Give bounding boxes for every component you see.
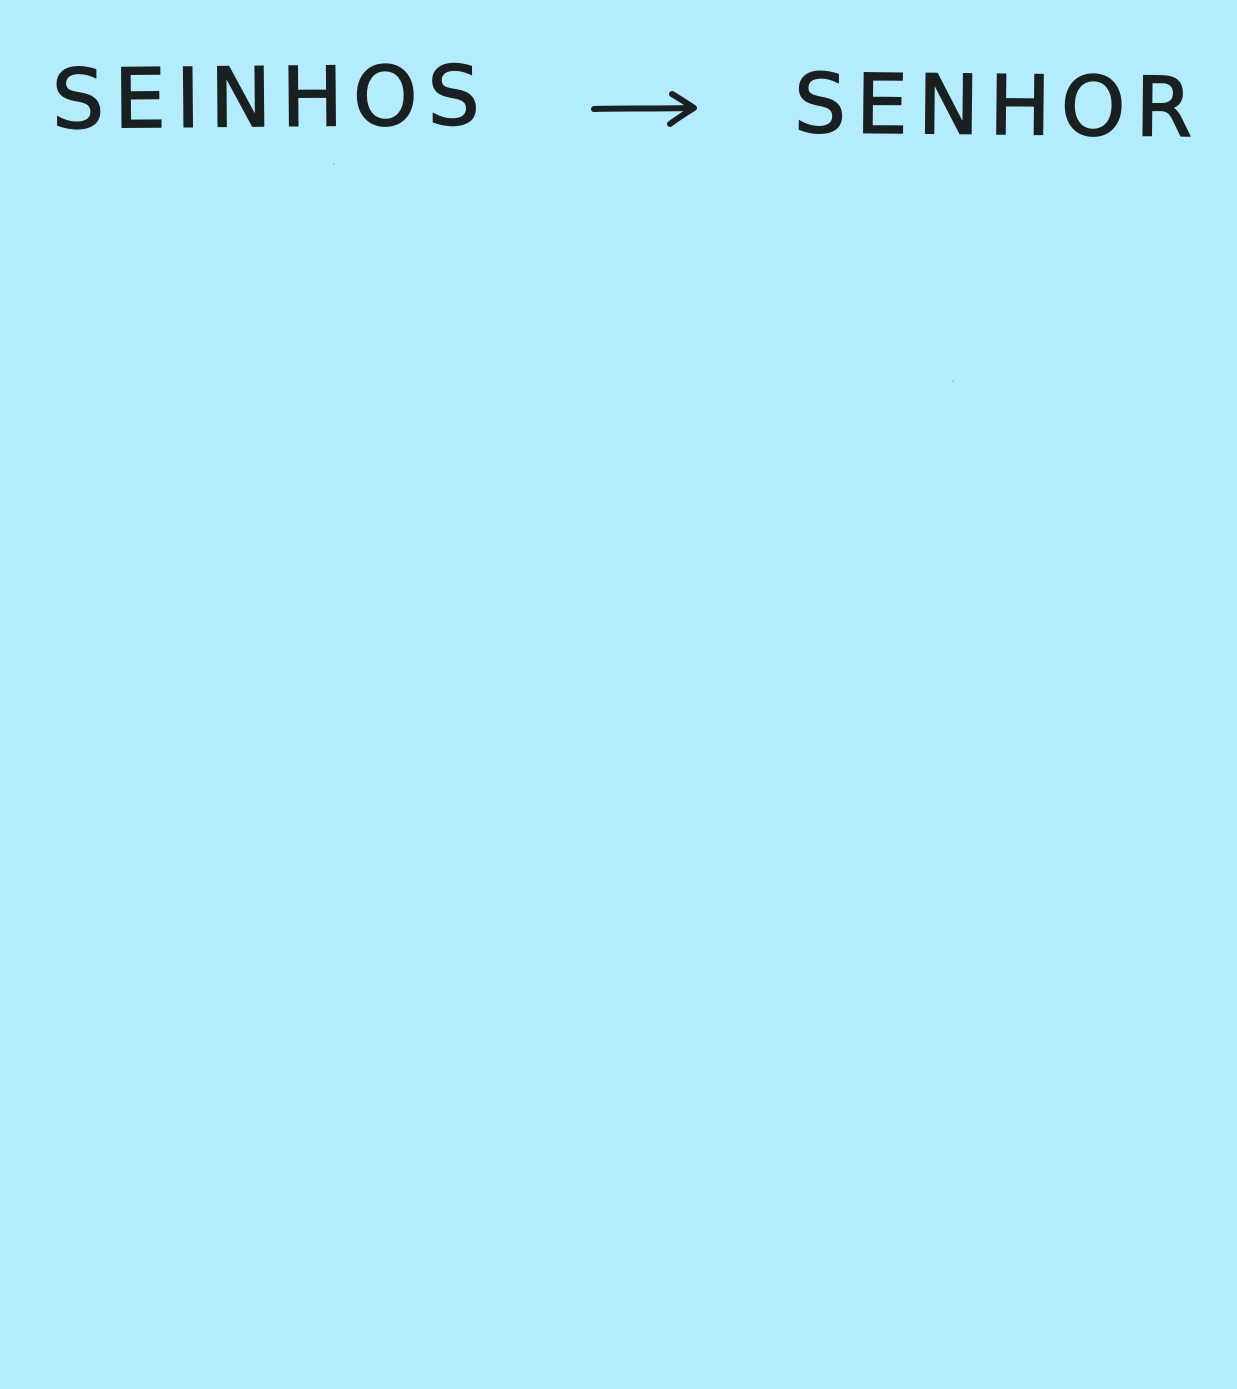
paper-speck [333,163,335,165]
target-word: SENHOR [793,56,1203,157]
right-arrow-icon [590,84,702,132]
source-word: SEINHOS [51,49,491,148]
paper-speck [952,380,954,382]
handwritten-line [42,38,1203,158]
